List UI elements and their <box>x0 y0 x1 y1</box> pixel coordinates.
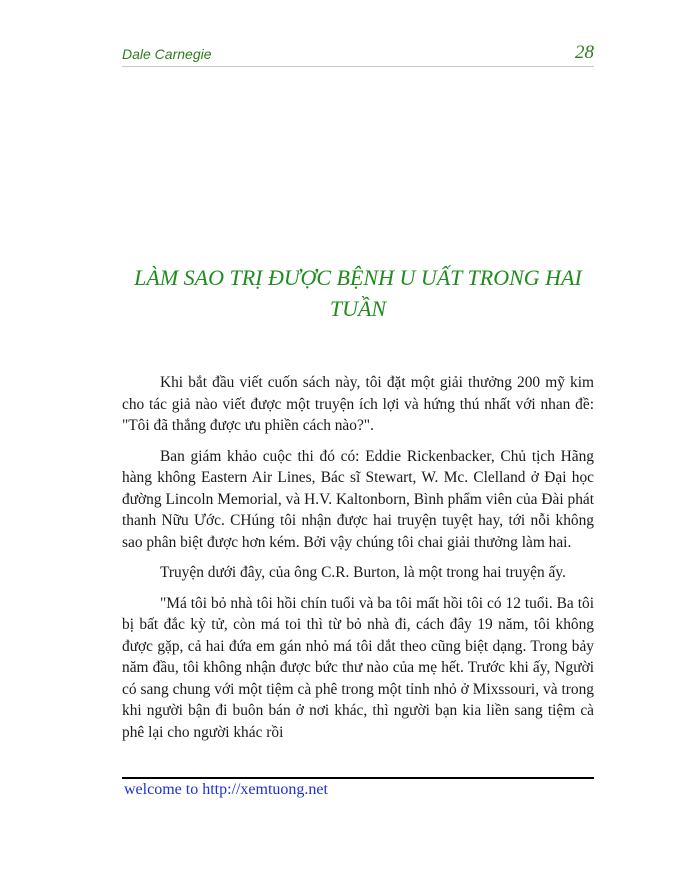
header-divider <box>122 66 594 67</box>
body-text <box>122 372 594 752</box>
running-header-author: Dale Carnegie <box>122 46 212 62</box>
chapter-title: LÀM SAO TRỊ ĐƯỢC BỆNH U UẤT TRONG HAI TUẦN <box>134 265 582 321</box>
paragraph: "Má tôi bỏ nhà tôi hồi chín tuổi và ba tôi mất hồi tôi có 12 tuổi. Ba tôi bị bất đắc kỳ tử, còn má toi thì từ bỏ nhà đi, cách đây 19 năm, tôi không được gặp, cả hai đứa em gán nhỏ má tôi dắt theo cũng biệt dạng. Trong bảy năm đầu, tôi không nhận được bức thư nào của mẹ hết. Trước khi ấy, Người có sang chung với một tiệm cà phê trong một tỉnh nhỏ ở Mixssouri, và trong khi người bận đi buôn bán ở nơi khác, thì người bạn kia liền sang tiệm cà phê lại cho người khác rồi <box>122 594 594 741</box>
paragraph: Ban giám khảo cuộc thi đó có: Eddie Rickenbacker, Chủ tịch Hãng hàng không Eastern Air Lines, Bác sĩ Stewart, W. Mc. Clelland ở Đại học đường Lincoln Memorial, và H.V. Kaltonborn, Bình phẩm viên của Đài phát thanh Nữu Ước. CHúng tôi nhận được hai truyện tuyệt hay, tới nỗi không sao phân biệt được hơn kém. Bởi vậy chúng tôi chai giải thưởng làm hai. <box>122 447 594 551</box>
footer-link[interactable]: welcome to http://xemtuong.net <box>124 781 328 798</box>
page-number: 28 <box>575 42 594 63</box>
footer-divider <box>122 777 594 779</box>
paragraph: Truyện dưới đây, của ông C.R. Burton, là một trong hai truyện ấy. <box>160 564 566 581</box>
page-header <box>122 42 594 66</box>
paragraph: Khi bắt đầu viết cuốn sách này, tôi đặt một giải thưởng 200 mỹ kim cho tác giả nào viết được một truyện ích lợi và hứng thú nhất với nhan đề: "Tôi đã thắng được ưu phiền cách nào?". <box>122 374 594 434</box>
